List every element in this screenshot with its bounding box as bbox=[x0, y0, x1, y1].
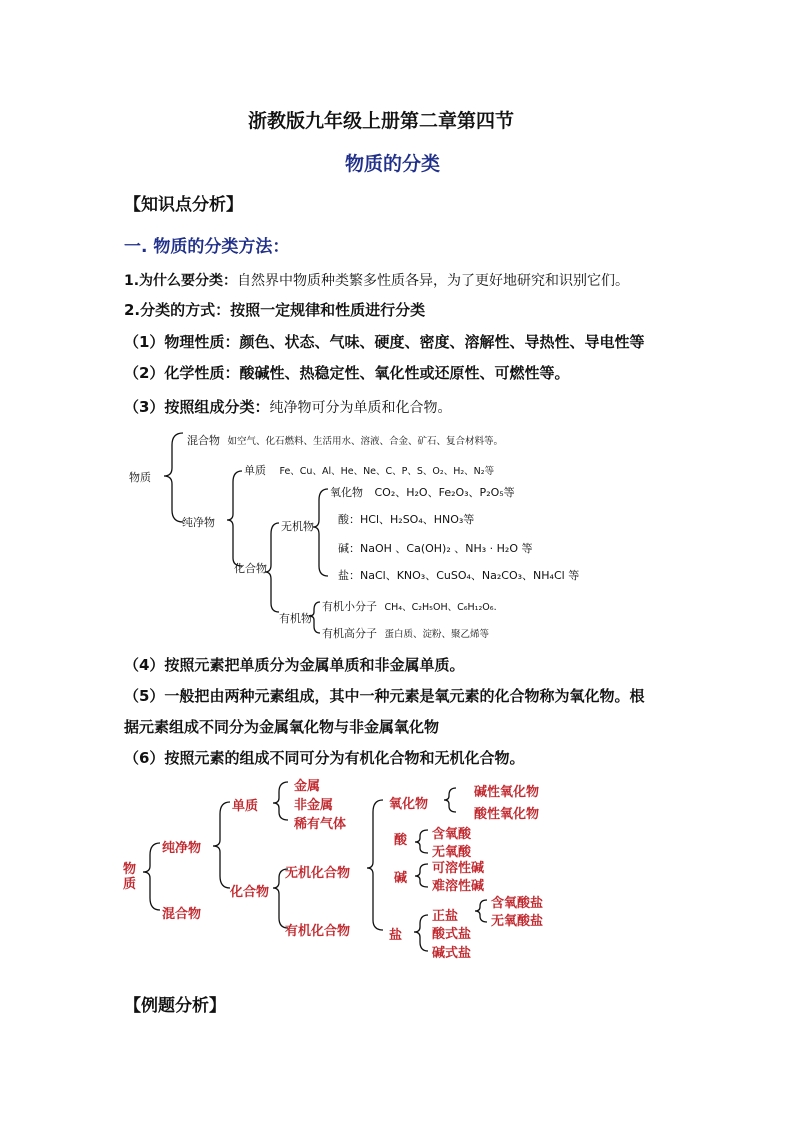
tree2-insoluble-base: 难溶性碱 bbox=[432, 879, 485, 894]
tree1-oxide-examples: CO₂、H₂O、Fe₂O₃、P₂O₅等 bbox=[374, 486, 515, 499]
tree2-compound: 化合物 bbox=[230, 885, 270, 900]
tree1-mixture-examples: 如空气、化石燃料、生活用水、溶液、合金、矿石、复合材料等。 bbox=[227, 436, 504, 447]
tree2-salt: 盐 bbox=[389, 928, 403, 943]
tree2-oxy-salt: 含氧酸盐 bbox=[491, 896, 544, 911]
tree2-acid: 酸 bbox=[394, 833, 408, 848]
tree2-root-brace bbox=[143, 843, 160, 910]
tree1-salt-examples: NaCl、KNO₃、CuSO₄、Na₂CO₃、NH₄Cl 等 bbox=[360, 569, 580, 582]
tree1-mixture-label: 混合物 bbox=[187, 434, 220, 447]
paragraph-element-types: （4）按照元素把单质分为金属单质和非金属单质。 bbox=[124, 656, 465, 674]
tree2-normal-salt: 正盐 bbox=[432, 909, 459, 924]
tree2-basic-oxide: 碱性氧化物 bbox=[474, 785, 540, 800]
tree1-base-label: 碱： bbox=[338, 542, 360, 555]
tree2-mixture: 混合物 bbox=[162, 907, 202, 922]
tree1-organic: 有机物 bbox=[279, 612, 312, 625]
tree1-acid-examples: HCl、H₂SO₄、HNO₃等 bbox=[360, 513, 475, 526]
tree2-basic-salt: 碱式盐 bbox=[432, 946, 472, 961]
paragraph-composition-label: （3）按照组成分类： bbox=[124, 398, 270, 416]
paragraph-oxide-line2: 据元素组成不同分为金属氧化物与非金属氧化物 bbox=[124, 718, 440, 736]
tree1-salt-label: 盐： bbox=[338, 569, 360, 582]
tree2-inorganic-brace bbox=[367, 800, 383, 930]
paragraph-method: 2.分类的方式：按照一定规律和性质进行分类 bbox=[124, 301, 426, 319]
tree2-non-oxyacid: 无氧酸 bbox=[432, 845, 472, 860]
tree2-root: 物质 bbox=[123, 862, 137, 892]
tree2-oxide: 氧化物 bbox=[389, 797, 429, 812]
tree2-acidic-oxide: 酸性氧化物 bbox=[474, 807, 540, 822]
tree2-salt-brace bbox=[414, 915, 428, 951]
tree1-polymer-label: 有机高分子 bbox=[322, 627, 377, 640]
tree1-acid-label: 酸： bbox=[338, 513, 360, 526]
tree1-oxide-label: 氧化物 bbox=[330, 486, 363, 499]
paragraph-oxide-line1: （5）一般把由两种元素组成，其中一种元素是氧元素的化合物称为氧化物。根 bbox=[124, 687, 645, 705]
paragraph-chemical: （2）化学性质：酸碱性、热稳定性、氧化性或还原性、可燃性等。 bbox=[124, 364, 570, 382]
tree2-nonmetal: 非金属 bbox=[294, 798, 334, 813]
tree2-acid-brace bbox=[415, 830, 428, 853]
tree1-pure: 纯净物 bbox=[182, 516, 215, 529]
tree2-noble-gas: 稀有气体 bbox=[294, 817, 347, 832]
tree1-element-examples: Fe、Cu、Al、He、Ne、C、P、S、O₂、H₂、N₂等 bbox=[279, 466, 495, 477]
tree1-small-label: 有机小分子 bbox=[322, 600, 377, 613]
tree2-metal: 金属 bbox=[294, 779, 321, 794]
tree2-element-brace bbox=[273, 782, 288, 820]
tree1-element-label: 单质 bbox=[244, 464, 266, 477]
tree2-base: 碱 bbox=[394, 871, 408, 886]
tree2-oxide-brace bbox=[444, 788, 456, 812]
paragraph-physical: （1）物理性质：颜色、状态、气味、硬度、密度、溶解性、导热性、导电性等 bbox=[124, 333, 645, 351]
tree1-polymer-examples: 蛋白质、淀粉、聚乙烯等 bbox=[384, 629, 490, 640]
tree2-acid-salt: 酸式盐 bbox=[432, 927, 472, 942]
tree1-inorganic: 无机物 bbox=[281, 520, 314, 533]
tree1-small-examples: CH₄、C₂H₅OH、C₆H₁₂O₆. bbox=[384, 602, 497, 613]
page-subtitle: 物质的分类 bbox=[345, 153, 441, 175]
tree2-oxyacid: 含氧酸 bbox=[432, 827, 472, 842]
paragraph-organic-inorganic: （6）按照元素的组成不同可分为有机化合物和无机化合物。 bbox=[124, 749, 525, 767]
tree2-base-brace bbox=[415, 864, 428, 887]
tree2-inorganic: 无机化合物 bbox=[285, 866, 351, 881]
tree2-organic: 有机化合物 bbox=[285, 924, 351, 939]
tree1-compound: 化合物 bbox=[234, 562, 267, 575]
paragraph-why-label: 1.为什么要分类： bbox=[124, 273, 238, 289]
tree2-pure-brace bbox=[213, 802, 230, 888]
tree2-non-oxy-salt: 无氧酸盐 bbox=[491, 914, 544, 929]
page-title: 浙教版九年级上册第二章第四节 bbox=[248, 110, 515, 132]
paragraph-why-text: 自然界中物质种类繁多性质各异，为了更好地研究和识别它们。 bbox=[237, 273, 630, 289]
paragraph-composition-text: 纯净物可分为单质和化合物。 bbox=[269, 400, 452, 416]
section-one-heading: 一. 物质的分类方法： bbox=[124, 237, 290, 257]
section-examples-heading: 【例题分析】 bbox=[124, 996, 226, 1016]
tree2-pure: 纯净物 bbox=[162, 841, 202, 856]
tree1-root: 物质 bbox=[129, 471, 151, 484]
tree2-soluble-base: 可溶性碱 bbox=[432, 861, 485, 876]
tree1-base-examples: NaOH 、Ca(OH)₂ 、NH₃ · H₂O 等 bbox=[360, 542, 533, 555]
tree2-normal-salt-brace bbox=[475, 900, 487, 922]
section-knowledge-heading: 【知识点分析】 bbox=[124, 195, 243, 215]
tree2-element: 单质 bbox=[232, 799, 259, 814]
